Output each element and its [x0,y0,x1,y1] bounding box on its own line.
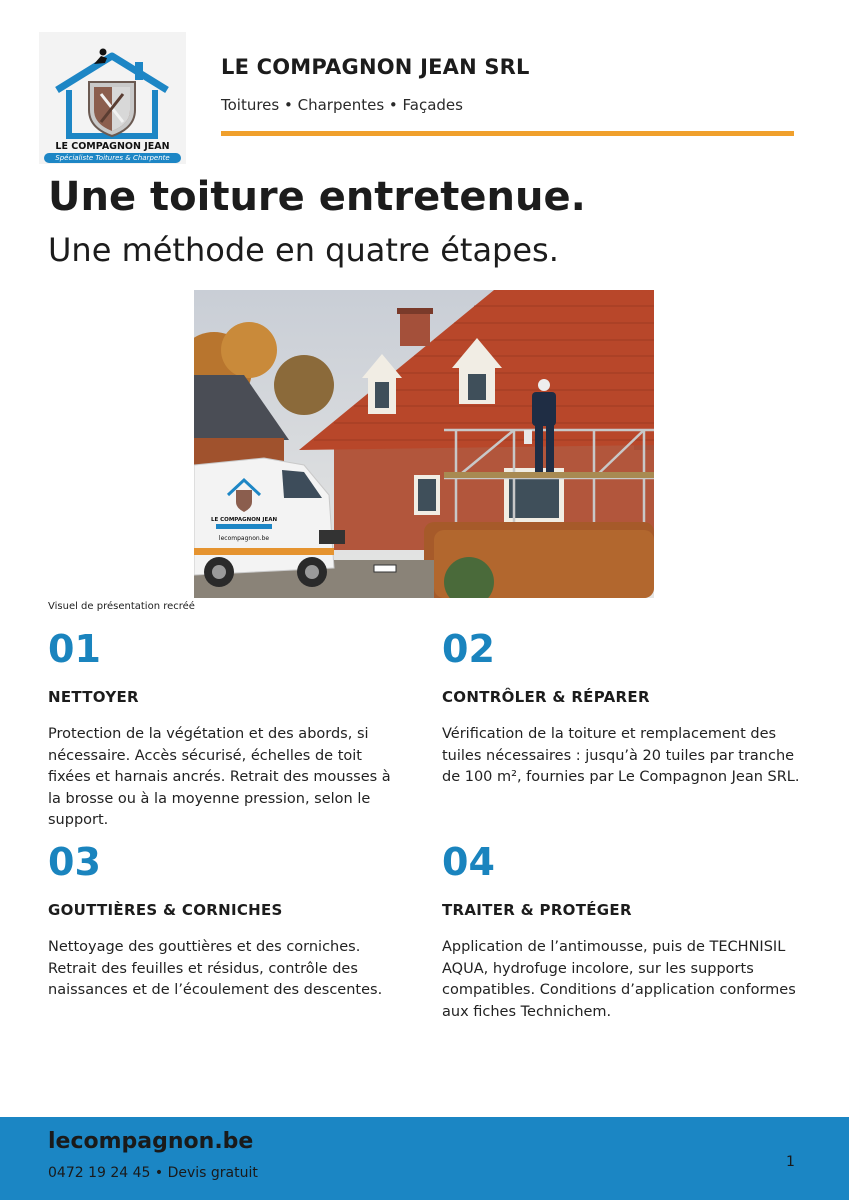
step-title: NETTOYER [48,688,139,706]
van-site-text: lecompagnon.be [218,535,270,542]
step-description: Protection de la végétation et des abords, si nécessaire. Accès sécurisé, échelles de toit fixées et harnais ancrés. Retrait des mousses à la brosse ou à la moyenne pression, selon le support. [48,726,391,828]
page-subtitle: Une méthode en quatre étapes. [48,231,559,269]
footer-website: lecompagnon.be [48,1129,254,1154]
step-title: GOUTTIÈRES & CORNICHES [48,901,283,919]
step-number: 03 [48,840,101,884]
company-logo [39,32,186,164]
step-4 [442,840,802,1023]
step-description: Application de l’antimousse, puis de TECHNISIL AQUA, hydrofuge incolore, sur les supports compatibles. Conditions d’application conformes aux fiches Technichem. [442,939,796,1020]
step-title: CONTRÔLER & RÉPARER [442,688,650,706]
step-number: 01 [48,627,101,671]
step-number: 04 [442,840,495,884]
step-3 [48,840,408,1002]
logo-tagline: Spécialiste Toitures & Charpente [44,153,181,163]
step-2 [442,627,802,789]
company-name: LE COMPAGNON JEAN SRL [221,55,530,79]
logo-name: LE COMPAGNON JEAN [55,141,170,152]
company-tagline: Toitures • Charpentes • Façades [221,96,463,114]
step-1 [48,627,408,832]
step-description: Nettoyage des gouttières et des corniches. Retrait des feuilles et résidus, contrôle des naissances et de l’écoulement des descentes. [48,939,383,998]
step-title: TRAITER & PROTÉGER [442,901,632,919]
page-title: Une toiture entretenue. [48,174,586,220]
header-divider [221,131,794,136]
step-number: 02 [442,627,495,671]
hero-photo [194,290,654,598]
footer-contact: 0472 19 24 45 • Devis gratuit [48,1165,258,1181]
van-brand-text: LE COMPAGNON JEAN [210,517,278,523]
step-description: Vérification de la toiture et remplacement des tuiles nécessaires : jusqu’à 20 tuiles par tranche de 100 m², fournies par Le Compagnon Jean SRL. [442,726,800,785]
page-footer [0,1117,849,1200]
photo-caption: Visuel de présentation recréé [48,601,195,612]
page-number: 1 [786,1154,795,1170]
